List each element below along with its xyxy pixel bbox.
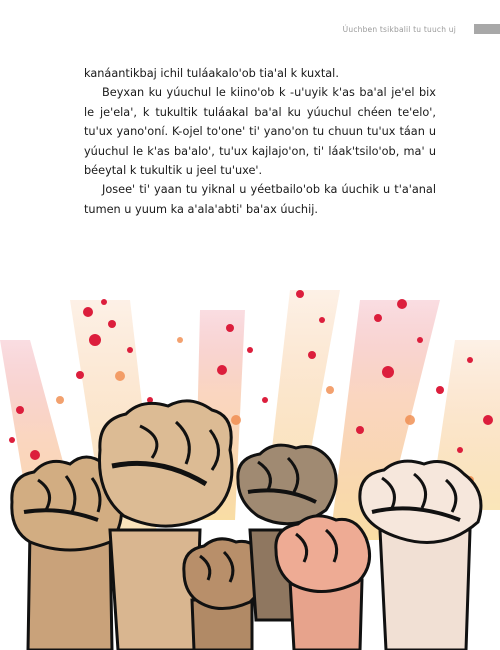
header-bar (474, 24, 500, 34)
running-title: Úuchben tsikbalil tu tuuch uj (342, 25, 456, 34)
fist-icon (360, 461, 481, 650)
paragraph-1: kanáantikbaj ichil tuláakalo'ob tia'al k kuxtal. (84, 67, 339, 80)
raised-fists-illustration (0, 280, 500, 650)
fist-icon (276, 516, 370, 650)
page-header (0, 0, 500, 40)
paragraph-3: Josee' ti' yaan tu yiknal u yéetbailo'ob ka úuchik u t'a'anal tumen u yuum ka a'ala'abti' ba'ax úuchij. (84, 183, 436, 216)
body-text (84, 64, 436, 219)
paragraph-2: Beyxan ku yúuchul le kiino'ob k -u'uyik k'as ba'al je'el bix le je'ela', k tukultik tuláakal ba'al ku yúuchul chéen te'elo', tu'ux yano'oní. K-ojel to'one' ti' yano'on tu chuun tu'ux táan u yúuchul le k'as ba'alo', tu'ux kajlajo'on, ti' láak'tsilo'ob, ma' u béeytal k tukultik u jeel tu'uxe'. (84, 86, 436, 178)
